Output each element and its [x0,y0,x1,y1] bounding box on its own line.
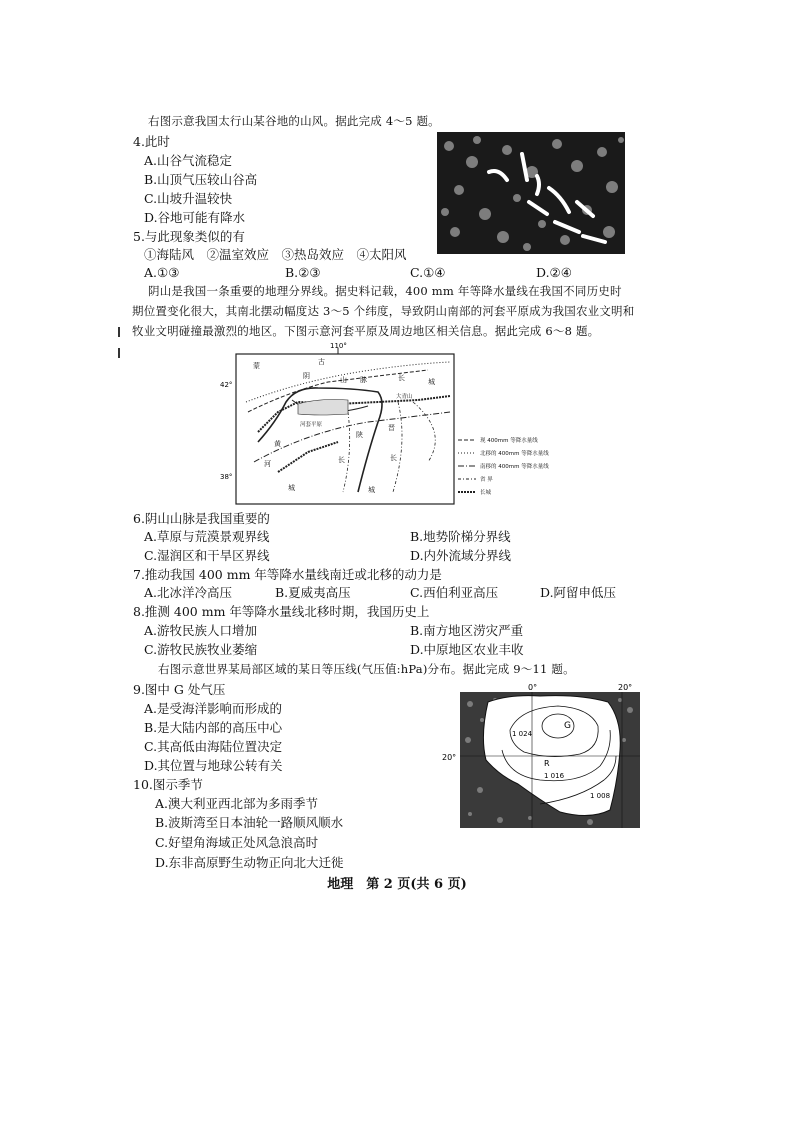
low-center-label: R [544,759,550,768]
intro-q6-8-line1: 阴山是我国一条重要的地理分界线。据史料记载，400 mm 年等降水量线在我国不同历史时 [148,284,622,298]
lat-label: 20° [442,753,457,762]
q8-option-d[interactable]: D.中原地区农业丰收 [410,642,524,657]
q8-option-c[interactable]: C.游牧民族牧业萎缩 [144,642,258,657]
map-label: 河套平原 [300,422,323,428]
lon-label: 110° [330,342,347,350]
q10-stem: 10.图示季节 [133,777,203,792]
q9-option-a[interactable]: A.是受海洋影响而形成的 [144,701,283,716]
q7-stem: 7.推动我国 400 mm 年等降水量线南迁或北移的动力是 [133,567,442,582]
map-label: 城 [368,486,375,494]
isobar-label: 1 008 [590,792,611,800]
map-label: 脉 [360,376,367,384]
intro-q9-11: 右图示意世界某局部区域的某日等压线(气压值:hPa)分布。据此完成 9～11 题。 [158,662,575,676]
lon-label: 0° [528,683,538,692]
intro-q6-8-line3: 牧业文明碰撞最激烈的地区。下图示意河套平原及周边地区相关信息。据此完成 6～8 题。 [132,324,600,338]
map-label: 大青山 [396,394,413,400]
q4-option-c[interactable]: C.山坡升温较快 [144,191,233,206]
high-center-label: G [564,721,571,731]
scan-mark [118,348,120,358]
q5-option-d[interactable]: D.②④ [536,265,572,280]
map-label: 阴 [303,372,310,380]
q4-option-a[interactable]: A.山谷气流稳定 [144,153,233,168]
map-label: 城 [288,484,295,492]
q6-stem: 6.阴山山脉是我国重要的 [133,511,270,526]
q9-option-b[interactable]: B.是大陆内部的高压中心 [144,720,283,735]
page-footer: 地理 第 2 页(共 6 页) [327,877,467,892]
map-label: 古 [318,358,325,366]
hetao-plain-map [218,342,578,510]
map-label: 黄 [274,440,281,448]
q9-option-c[interactable]: C.其高低由海陆位置决定 [144,739,283,754]
valley-wind-photo [437,132,625,254]
q7-option-c[interactable]: C.西伯利亚高压 [410,585,499,600]
q4-stem: 4.此时 [133,134,170,149]
q10-option-d[interactable]: D.东非高原野生动物正向北大迁徙 [155,855,344,870]
map-label: 长 [338,456,345,464]
map-label: 长 [390,454,397,462]
lat-label-42: 42° [220,381,233,389]
intro-q4-5: 右图示意我国太行山某谷地的山风。据此完成 4～5 题。 [148,114,440,128]
q10-option-c[interactable]: C.好望角海域正处风急浪高时 [155,835,319,850]
q6-option-d[interactable]: D.内外流域分界线 [410,548,512,563]
q9-stem: 9.图中 G 处气压 [133,682,226,697]
q8-option-a[interactable]: A.游牧民族人口增加 [144,623,258,638]
q10-option-a[interactable]: A.澳大利亚西北部为多雨季节 [155,796,319,811]
q7-option-b[interactable]: B.夏威夷高压 [275,585,351,600]
q9-option-d[interactable]: D.其位置与地球公转有关 [144,758,283,773]
q5-stem: 5.与此现象类似的有 [133,229,245,244]
q7-option-a[interactable]: A.北冰洋冷高压 [144,585,233,600]
q4-option-d[interactable]: D.谷地可能有降水 [144,210,246,225]
q5-option-b[interactable]: B.②③ [285,265,321,280]
q7-option-d[interactable]: D.阿留申低压 [540,585,617,600]
legend-item: 长城 [480,490,492,496]
map-label: 陕 [356,431,363,439]
q5-items: ①海陆风 ②温室效应 ③热岛效应 ④太阳风 [144,247,407,262]
lat-label-38: 38° [220,473,233,481]
scan-mark [118,327,120,337]
q8-stem: 8.推测 400 mm 年等降水量线北移时期，我国历史上 [133,604,430,619]
map-label: 晋 [388,424,395,432]
isobar-map [440,680,642,830]
legend-item: 北移的 400mm 等降水量线 [480,451,549,457]
lon-label: 20° [618,683,633,692]
q6-option-b[interactable]: B.地势阶梯分界线 [410,529,511,544]
legend-item: 南移的 400mm 等降水量线 [480,464,549,470]
isobar-label: 1 024 [512,730,533,738]
map-label: 长 [398,374,405,382]
q10-option-b[interactable]: B.波斯湾至日本油轮一路顺风顺水 [155,815,344,830]
q6-option-a[interactable]: A.草原与荒漠景观界线 [144,529,270,544]
q6-option-c[interactable]: C.湿润区和干旱区界线 [144,548,270,563]
map-label: 河 [264,460,271,468]
intro-q6-8-line2: 期位置变化很大，其南北摆动幅度达 3～5 个纬度，导致阴山南部的河套平原成为我国农业文明和 [132,304,635,318]
q5-option-c[interactable]: C.①④ [410,265,446,280]
legend-item: 现 400mm 等降水量线 [480,438,538,444]
isobar-label: 1 016 [544,772,565,780]
map-label: 蒙 [253,362,260,370]
map-label: 城 [428,378,435,386]
legend-item: 省 界 [480,477,493,483]
map-label: 山 [340,376,347,384]
q5-option-a[interactable]: A.①③ [144,265,180,280]
q8-option-b[interactable]: B.南方地区涝灾严重 [410,623,524,638]
q4-option-b[interactable]: B.山顶气压较山谷高 [144,172,258,187]
